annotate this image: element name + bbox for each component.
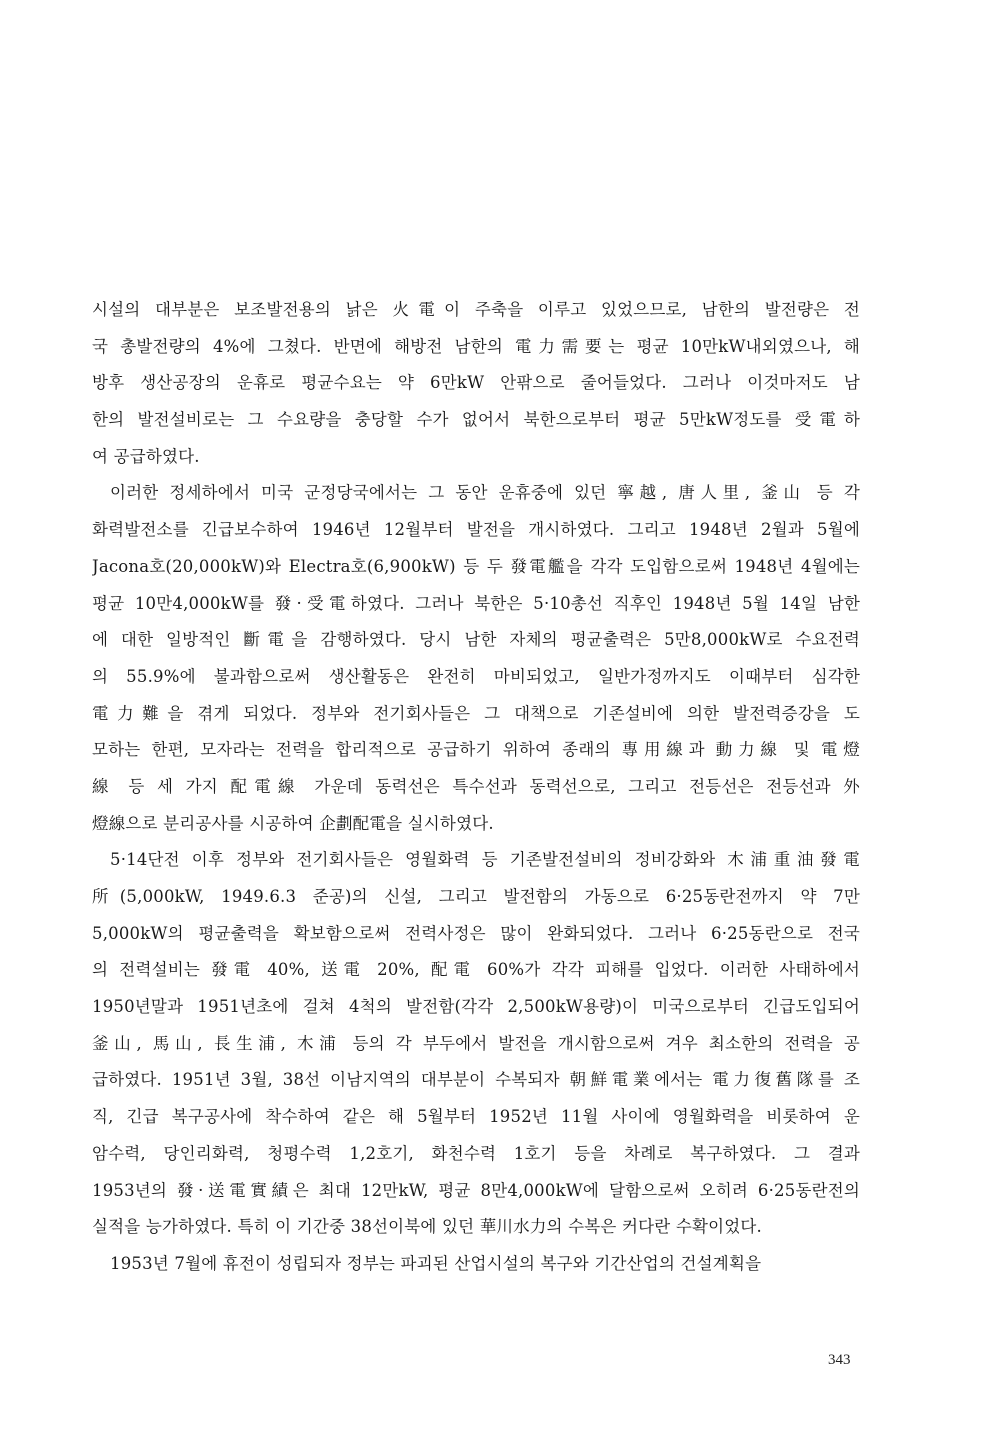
text-line-12: 電力難을 겪게 되었다. 정부와 전기회사들은 그 대책으로 기존설비에 의한 발전력증강을 도 bbox=[92, 703, 860, 723]
text-line-7: 화력발전소를 긴급보수하여 1946년 12월부터 발전을 개시하였다. 그리고 1948년 2월과 5월에 bbox=[92, 520, 860, 540]
text-line-14: 線 등 세 가지 配電線 가운데 동력선은 특수선과 동력선으로, 그리고 전등선은 전등선과 外 bbox=[92, 776, 860, 796]
text-line-18: 5,000kW의 평균출력을 확보함으로써 전력사정은 많이 완화되었다. 그러나 6·25동란으로 전국 bbox=[92, 923, 860, 943]
text-line-20: 1950년말과 1951년초에 걸쳐 4척의 발전함(각각 2,500kW용량)이 미국으로부터 긴급도입되어 bbox=[92, 997, 860, 1017]
text-line-24: 암수력, 당인리화력, 청평수력 1,2호기, 화천수력 1호기 등을 차례로 복구하였다. 그 결과 bbox=[92, 1143, 860, 1163]
body-text bbox=[92, 292, 860, 1283]
page-number: 343 bbox=[828, 1352, 851, 1368]
text-line-17: 所(5,000kW, 1949.6.3 준공)의 신설, 그리고 발전함의 가동으로 6·25동란전까지 약 7만 bbox=[92, 887, 860, 906]
text-line-6: 이러한 정세하에서 미국 군정당국에서는 그 동안 운휴중에 있던 寧越, 唐人里, 釜山 등 각 bbox=[110, 483, 860, 503]
text-line-27: 1953년 7월에 휴전이 성립되자 정부는 파괴된 산업시설의 복구와 기간산업의 건설계획을 bbox=[110, 1253, 762, 1273]
text-line-13: 모하는 한편, 모자라는 전력을 합리적으로 공급하기 위하여 종래의 專用線과 動力線 및 電燈 bbox=[92, 740, 860, 760]
text-line-9: 평균 10만4,000kW를 發·受電하였다. 그러나 북한은 5·10총선 직후인 1948년 5월 14일 남한 bbox=[92, 593, 860, 613]
text-line-23: 직, 긴급 복구공사에 착수하여 같은 해 5월부터 1952년 11월 사이에 영월화력을 비롯하여 운 bbox=[92, 1107, 860, 1127]
text-line-1: 시설의 대부분은 보조발전용의 낡은 火電이 주축을 이루고 있었으므로, 남한의 발전량은 전 bbox=[92, 300, 860, 319]
text-line-4: 한의 발전설비로는 그 수요량을 충당할 수가 없어서 북한으로부터 평균 5만kW정도를 受電하 bbox=[92, 410, 860, 430]
text-line-15: 燈線으로 분리공사를 시공하여 企劃配電을 실시하였다. bbox=[92, 813, 494, 833]
text-line-16: 5·14단전 이후 정부와 전기회사들은 영월화력 등 기존발전설비의 정비강화와 木浦重油發電 bbox=[110, 850, 860, 870]
text-line-19: 의 전력설비는 發電 40%, 送電 20%, 配電 60%가 각각 피해를 입었다. 이러한 사태하에서 bbox=[92, 960, 860, 980]
text-line-21: 釜山, 馬山, 長生浦, 木浦 등의 각 부두에서 발전을 개시함으로써 겨우 최소한의 전력을 공 bbox=[92, 1033, 860, 1053]
text-line-22: 급하였다. 1951년 3월, 38선 이남지역의 대부분이 수복되자 朝鮮電業에서는 電力復舊隊를 조 bbox=[92, 1070, 860, 1090]
text-line-8: Jacona호(20,000kW)와 Electra호(6,900kW) 등 두 發電艦을 각각 도입함으로써 1948년 4월에는 bbox=[92, 556, 860, 576]
text-line-11: 의 55.9%에 불과함으로써 생산활동은 완전히 마비되었고, 일반가정까지도 이때부터 심각한 bbox=[92, 666, 860, 686]
text-line-2: 국 총발전량의 4%에 그쳤다. 반면에 해방전 남한의 電力需要는 평균 10만kW내외였으나, 해 bbox=[92, 336, 860, 356]
text-line-26: 실적을 능가하였다. 특히 이 기간중 38선이북에 있던 華川水力의 수복은 커다란 수확이었다. bbox=[92, 1217, 762, 1237]
text-line-25: 1953년의 發·送電實績은 최대 12만kW, 평균 8만4,000kW에 달함으로써 오히려 6·25동란전의 bbox=[92, 1180, 860, 1200]
text-line-3: 방후 생산공장의 운휴로 평균수요는 약 6만kW 안팎으로 줄어들었다. 그러나 이것마저도 남 bbox=[92, 373, 860, 393]
text-line-10: 에 대한 일방적인 斷電을 감행하였다. 당시 남한 자체의 평균출력은 5만8,000kW로 수요전력 bbox=[92, 630, 860, 650]
text-line-5: 여 공급하였다. bbox=[92, 446, 200, 466]
